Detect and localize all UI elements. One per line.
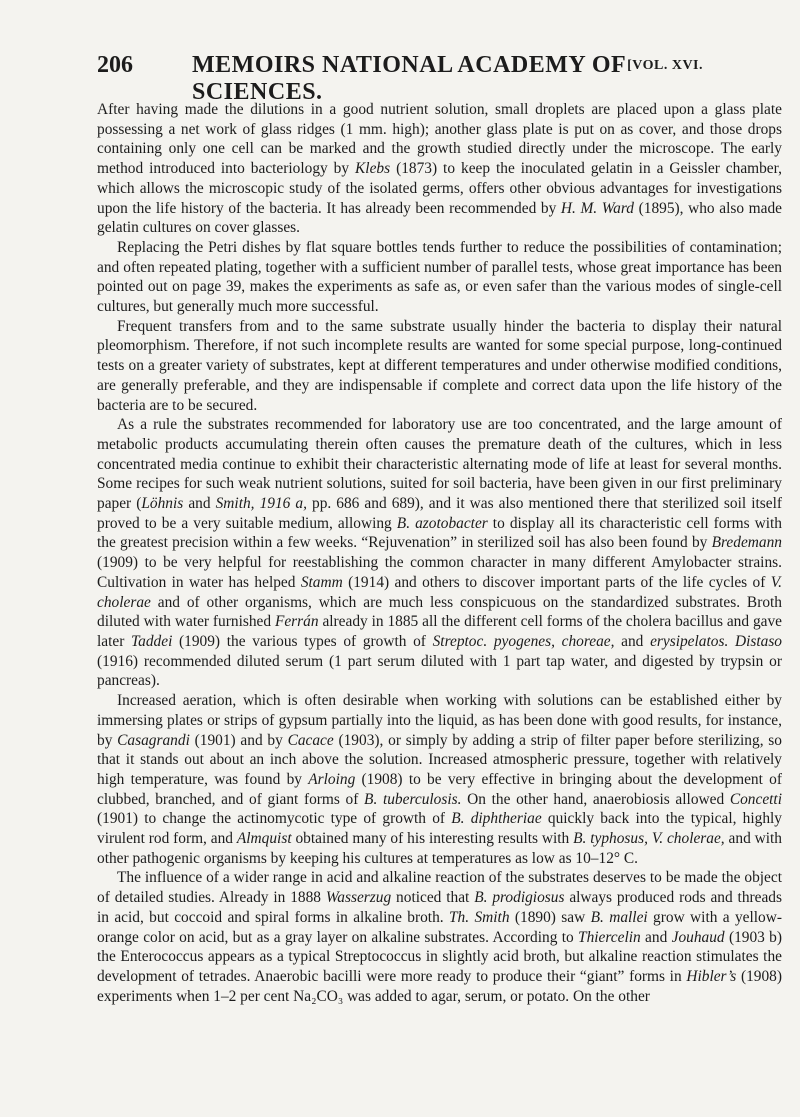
italic-term: B. azotobacter (396, 514, 488, 532)
italic-term: Taddei (131, 632, 173, 650)
italic-term: Ferrán (274, 613, 319, 631)
italic-term: Löhnis (141, 495, 184, 513)
italic-term: Streptoc. pyogenes, choreae, (432, 632, 615, 650)
volume-label: [VOL. XVI. (627, 58, 703, 73)
italic-term: 1916 a, (259, 495, 307, 513)
paragraph: Increased aeration, which is often desirable when working with solutions can be established either by immersing plates or strips of gypsum partially into the liquid, as has been done with good results, for instance, by Casagrandi (1901) and by Cacace (1903), or simply by adding a strip of filter paper before sterilizing, so that it stands out about an inch above the solution. Increased atmospheric pressure, together with relatively high temperature, was found by Arloing (1908) to be very effective in bringing about the development of clubbed, branched, and of giant forms of B. tuberculosis. On the other hand, anaerobiosis allowed Concetti (1901) to change the actinomycotic type of growth of B. diphtheriae quickly back into the typical, highly virulent rod form, and Almquist obtained many of his interesting results with B. typhosus, V. cholerae, and with other pathogenic organisms by keeping his cultures at temperatures as low as 10–12° C. (97, 692, 783, 867)
italic-term: Arloing (308, 770, 356, 788)
italic-term: Wasserzug (325, 889, 392, 907)
italic-term: B. tuberculosis. (364, 790, 462, 808)
paragraph: After having made the dilutions in a good nutrient solution, small droplets are placed upon a glass plate possessing a net work of glass ridges (1 mm. high); another glass plate is put on as cover, and those drops containing only one cell can be marked and the growth studied directly under the microscope. The early method introduced into bacteriology by Klebs (1873) to keep the inoculated gelatin in a Geissler chamber, which allows the microscopic study of the isolated germs, offers other obvious advantages for investigations upon the life history of the bacteria. It has already been recommended by H. M. Ward (1895), who also made gelatin cultures on cover glasses. (97, 101, 782, 237)
italic-term: B. diphtheriae (451, 810, 542, 828)
italic-term: Casagrandi (117, 731, 190, 749)
running-title: MEMOIRS NATIONAL ACADEMY OF SCIENCES. (192, 52, 626, 105)
italic-term: Cacace (287, 731, 334, 749)
italic-term: H. M. Ward (560, 199, 634, 217)
paragraph: Frequent transfers from and to the same substrate usually hinder the bacteria to display their natural pleomorphism. Therefore, if not such incomplete results are wanted for some special purpose, long-continued tests on a greater variety of substrates, kept at different temperatures and under otherwise modified conditions, are generally preferable, and they are indispensable if complete and correct data upon the life history of the bacteria are to be secured. (97, 317, 782, 414)
italic-term: Distaso (734, 632, 783, 650)
italic-term: Thiercelin (578, 928, 641, 946)
italic-term: Smith, (215, 495, 255, 513)
page-number: 206 (97, 52, 133, 78)
italic-term: B. mallei (590, 908, 648, 926)
italic-term: Almquist (236, 830, 292, 848)
italic-term: Hibler’s (686, 967, 737, 985)
italic-term: Bredemann (711, 534, 782, 552)
page-header (97, 52, 703, 105)
paragraph: Replacing the Petri dishes by flat square bottles tends further to reduce the possibilities of contamination; and often repeated plating, together with a sufficient number of parallel tests, whose great importance has been pointed out on page 39, makes the experiments as safe as, or even safer than the various modes of single-cell cultures, but generally much more successful. (97, 238, 782, 316)
paragraph: As a rule the substrates recommended for laboratory use are too concentrated, and the large amount of metabolic products accumulating therein often causes the premature death of the cultures, which in less concentrated media continue to exhibit their characteristic alternating mode of life at least for several months. Some recipes for such weak nutrient solutions, suited for soil bacteria, have been given in our first preliminary paper (Löhnis and Smith, 1916 a, pp. 686 and 689), and it was also mentioned there that sterilized soil itself proved to be a very suitable medium, allowing B. azotobacter to display all its characteristic cell forms with the greatest precision within a few weeks. “Rejuvenation” in sterilized soil has also been found by Bredemann (1909) to be very helpful for reestablishing the common character in many different Amylobacter strains. Cultivation in water has helped Stamm (1914) and others to discover important parts of the life cycles of V. cholerae and of other organisms, which are much less conspicuous on the standardized substrates. Broth diluted with water furnished Ferrán already in 1885 all the different cell forms of the cholera bacillus and gave later Taddei (1909) the various types of growth of Streptoc. pyogenes, choreae, and erysipelatos. Distaso (1916) recommended diluted serum (1 part serum diluted with 1 part tap water, and digested by trypsin or pancreas). (97, 416, 783, 690)
italic-term: B. prodigiosus (474, 889, 565, 907)
italic-term: Klebs (355, 160, 391, 178)
italic-term: erysipelatos. (650, 632, 729, 650)
italic-term: V. cholerae (97, 573, 782, 611)
italic-term: Concetti (729, 790, 782, 808)
paragraph: The influence of a wider range in acid and alkaline reaction of the substrates deserves to be made the object of detailed studies. Already in 1888 Wasserzug noticed that B. prodigiosus always produced rods and threads in acid, but coccoid and spiral forms in alkaline broth. Th. Smith (1890) saw B. mallei grow with a yellow-orange color on acid, but as a gray layer on alkaline substrates. According to Thiercelin and Jouhaud (1903 b) the Enterococcus appears as a typical Streptococcus in slightly acid broth, but alkaline reaction stimulates the development of tetrades. Anaerobic bacilli were more ready to produce their “giant” forms in Hibler’s (1908) experiments when 1–2 per cent Na₂CO₃ was added to agar, serum, or potato. On the other (97, 869, 782, 1005)
italic-term: Jouhaud (671, 928, 725, 946)
italic-term: Stamm (300, 573, 343, 591)
italic-term: B. typhosus, (573, 830, 648, 848)
italic-term: V. cholerae, (651, 830, 725, 848)
italic-term: Th. Smith (448, 908, 510, 926)
body-text (97, 100, 782, 1006)
